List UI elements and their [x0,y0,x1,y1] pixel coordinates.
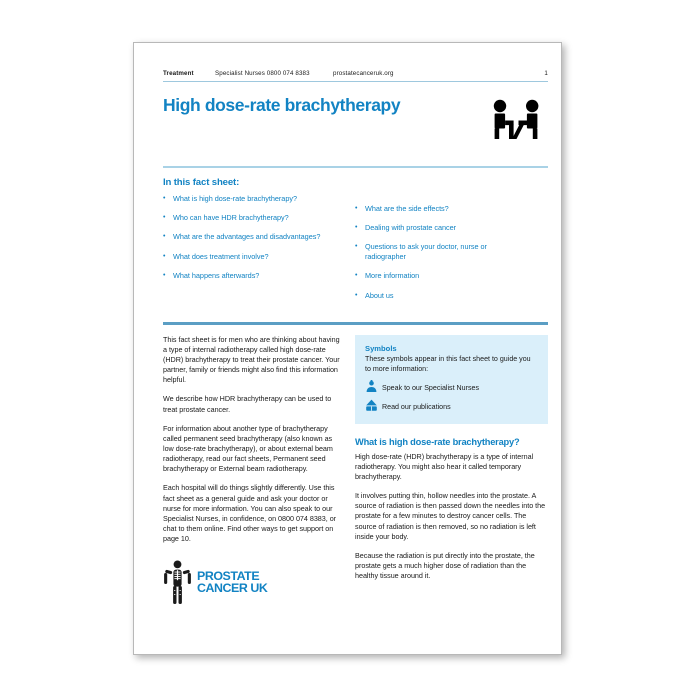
toc-item[interactable] [163,252,355,261]
bullet-icon: • [355,291,358,299]
logo-line-2: CANCER UK [197,580,268,595]
bullet-icon: • [163,252,166,260]
logo-line-1: PROSTATE [197,569,260,583]
symbols-intro: These symbols appear in this fact sheet to guide you to more information: [365,354,531,373]
bullet-icon: • [355,204,358,212]
paragraph: This fact sheet is for men who are thinking about having a type of internal radiotherapy called high dose-rate (HDR) brachytherapy to treat their prostate cancer. Your partner, family or friends might also find this information helpful. [163,334,340,385]
toc-item-label: Dealing with prostate cancer [365,223,457,233]
symbols-box [355,335,548,425]
toc-item-label: What are the side effects? [365,203,449,213]
two-people-consultation-icon [488,98,544,145]
specialist-nurse-icon [365,380,380,395]
symbol-item [365,380,538,395]
prostate-cancer-uk-man-icon [163,560,192,605]
bullet-icon: • [163,194,166,202]
publications-book-icon [365,399,380,414]
running-head-helpline: Specialist Nurses 0800 074 8383 [215,70,310,77]
bullet-icon: • [163,272,166,280]
toc-item[interactable] [355,223,547,232]
running-head-section: Treatment [163,70,194,77]
paragraph: For information about another type of brachytherapy called permanent seed brachytherapy (also known as low dose-rate brachytherapy), or about external beam radiotherapy, read our fact sheets, Permanent seed brachytherapy or External beam radiotherapy. [163,423,333,474]
title-divider [163,166,548,168]
symbol-label: Read our publications [382,402,451,411]
logo-wordmark [197,571,267,595]
page-number: 1 [544,70,548,77]
toc-item-label: What is high dose-rate brachytherapy? [173,193,297,203]
right-text-column [355,335,548,606]
prostate-cancer-uk-logo [163,560,341,605]
toc-item[interactable] [163,213,355,222]
bullet-icon: • [355,272,358,280]
paragraph: Because the radiation is put directly into the prostate, the prostate gets a much higher dose of radiation than the healthy tissue around it. [355,550,535,581]
symbols-title: Symbols [365,343,397,353]
title-row [163,96,548,145]
toc-item-label: What happens afterwards? [173,271,260,281]
table-of-contents [163,194,548,310]
running-head-website: prostatecanceruk.org [333,70,394,77]
toc-item[interactable] [355,242,547,261]
symbol-item [365,399,538,414]
left-text-column [163,335,341,606]
bullet-icon: • [355,224,358,232]
toc-item[interactable] [355,291,547,300]
section-heading: What is high dose-rate brachytherapy? [355,437,520,448]
toc-item-label: About us [365,290,394,300]
toc-item[interactable] [163,194,355,203]
toc-item-label: What are the advantages and disadvantages? [173,232,321,242]
paragraph: We describe how HDR brachytherapy can be used to treat prostate cancer. [163,394,332,414]
toc-item[interactable] [355,271,547,280]
toc-item[interactable] [163,271,355,280]
paragraph: It involves putting thin, hollow needles into the prostate. A source of radiation is then passed down the needles into the prostate for a few minutes to destroy cancer cells. The source of radiation is then removed, so no radiation is left inside your body. [355,491,546,541]
paragraph: High dose-rate (HDR) brachytherapy is a type of internal radiotherapy. You might also hear it called temporary brachytherapy. [355,451,534,481]
contents-heading: In this fact sheet: [163,176,240,188]
bullet-icon: • [163,214,166,222]
body-columns [163,335,548,606]
toc-item-label: Who can have HDR brachytherapy? [173,213,289,223]
toc-item-label: More information [365,271,420,281]
running-head [163,70,548,82]
bullet-icon: • [163,233,166,241]
symbol-label: Speak to our Specialist Nurses [382,383,479,392]
toc-item[interactable] [355,204,547,213]
toc-item[interactable] [163,232,355,241]
contents-divider [163,322,548,325]
page-title: High dose-rate brachytherapy [163,95,401,115]
toc-item-label: Questions to ask your doctor, nurse or radiographer [365,242,487,261]
paragraph: Each hospital will do things slightly differently. Use this fact sheet as a general guide and ask your doctor or nurse for more information. You can also speak to our Specialist Nurses, in confidence, on 0800 074 8383, or chat to them online. Find other ways to get support on page 10. [163,483,337,544]
fact-sheet-page [133,42,562,655]
bullet-icon: • [355,243,358,251]
toc-item-label: What does treatment involve? [173,251,269,261]
